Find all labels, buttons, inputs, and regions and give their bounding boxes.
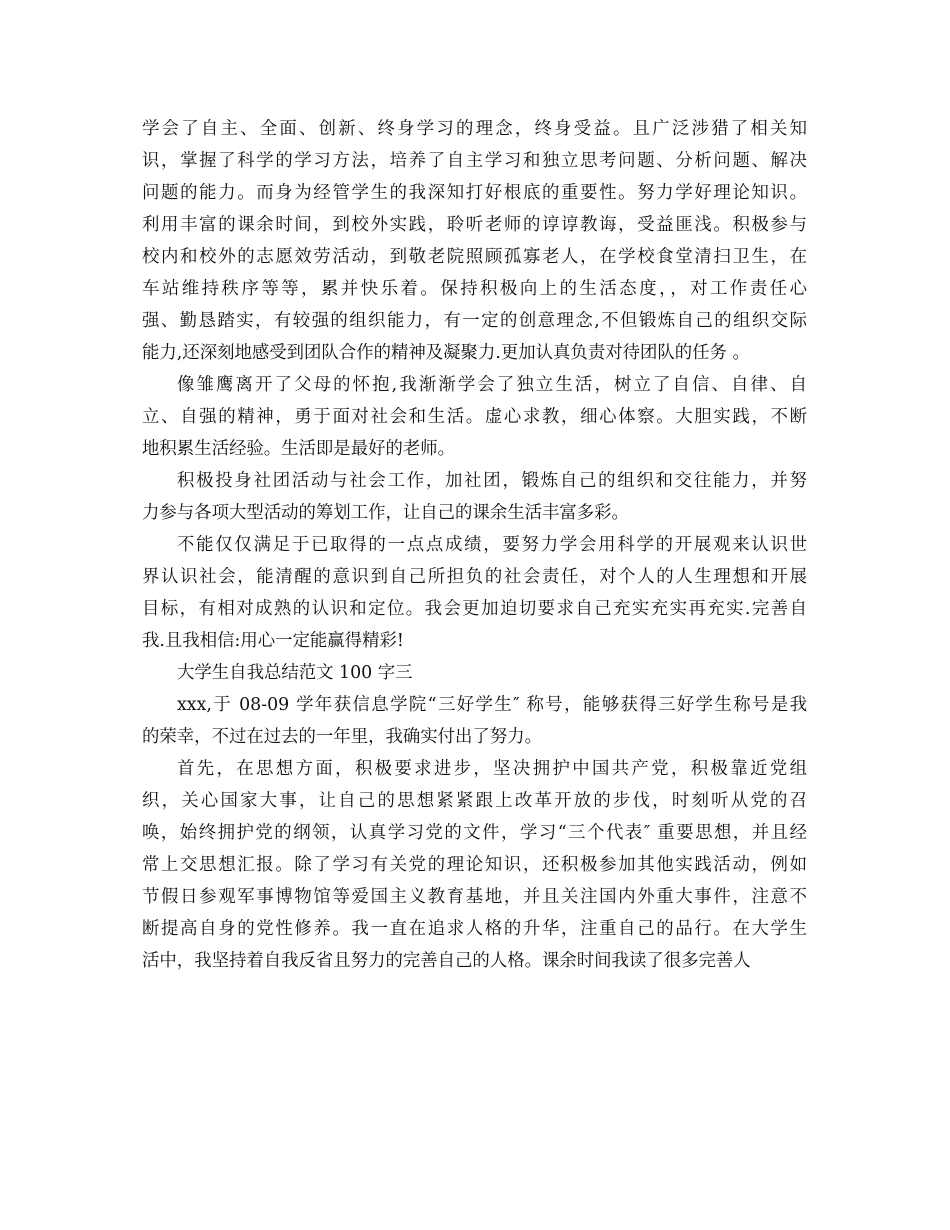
paragraph bbox=[142, 529, 807, 657]
text-line: 学会了自主、全面、创新、终身学习的理念，终身受益。且广泛涉猎了相关知 bbox=[142, 119, 807, 139]
text-line: 目标，有相对成熟的认识和定位。我会更加迫切要求自己充实充实再充实.完善自 bbox=[142, 599, 807, 619]
text-line: 力参与各项大型活动的筹划工作，让自己的课余生活丰富多彩。 bbox=[142, 503, 629, 523]
paragraph bbox=[142, 657, 807, 689]
paragraph bbox=[142, 689, 807, 753]
text-line: 利用丰富的课余时间，到校外实践，聆听老师的谆谆教诲，受益匪浅。积极参与 bbox=[142, 215, 807, 235]
text-line: 大学生自我总结范文 100 字三 bbox=[177, 663, 413, 683]
paragraph bbox=[142, 369, 807, 465]
text-line: xxx,于 08-09 学年获信息学院“三好学生″ 称号，能够获得三好学生称号是我 bbox=[177, 695, 807, 715]
text-line: 不能仅仅满足于已取得的一点点成绩，要努力学会用科学的开展观来认识世 bbox=[177, 535, 807, 555]
text-line: 立、自强的精神，勇于面对社会和生活。虚心求教，细心体察。大胆实践，不断 bbox=[142, 407, 807, 427]
text-line: 地积累生活经验。生活即是最好的老师。 bbox=[142, 439, 456, 459]
text-line: 我.且我相信:用心一定能赢得精彩! bbox=[142, 631, 404, 651]
text-line: 能力,还深刻地感受到团队合作的精神及凝聚力.更加认真负责对待团队的任务 。 bbox=[142, 343, 750, 363]
text-line: 首先，在思想方面，积极要求进步，坚决拥护中国共产党，积极靠近党组 bbox=[177, 759, 807, 779]
text-line: 校内和校外的志愿效劳活动，到敬老院照顾孤寡老人，在学校食堂清扫卫生，在 bbox=[142, 247, 807, 267]
text-line: 界认识社会，能清醒的意识到自己所担负的社会责任，对个人的人生理想和开展 bbox=[142, 567, 807, 587]
text-line: 的荣幸，不过在过去的一年里，我确实付出了努力。 bbox=[142, 727, 542, 747]
paragraph bbox=[142, 753, 807, 977]
text-line: 强、勤恳踏实，有较强的组织能力，有一定的创意理念,不但锻炼自己的组织交际 bbox=[142, 311, 807, 331]
text-line: 织，关心国家大事，让自己的思想紧紧跟上改革开放的步伐，时刻听从党的召 bbox=[142, 791, 807, 811]
text-line: 识，掌握了科学的学习方法，培养了自主学习和独立思考问题、分析问题、解决 bbox=[142, 151, 807, 171]
paragraph bbox=[142, 465, 807, 529]
document-page bbox=[142, 113, 807, 977]
text-line: 唤，始终拥护党的纲领，认真学习党的文件，学习“三个代表″ 重要思想，并且经 bbox=[142, 823, 807, 843]
text-line: 积极投身社团活动与社会工作，加社团，锻炼自己的组织和交往能力，并努 bbox=[177, 471, 807, 491]
text-line: 活中，我坚持着自我反省且努力的完善自己的人格。课余时间我读了很多完善人 bbox=[142, 951, 751, 971]
paragraph bbox=[142, 113, 807, 369]
text-line: 断提高自身的党性修养。我一直在追求人格的升华，注重自己的品行。在大学生 bbox=[142, 919, 807, 939]
text-line: 像雏鹰离开了父母的怀抱,我渐渐学会了独立生活，树立了自信、自律、自 bbox=[177, 375, 807, 395]
text-line: 问题的能力。而身为经管学生的我深知打好根底的重要性。努力学好理论知识。 bbox=[142, 183, 807, 203]
text-line: 车站维持秩序等等，累并快乐着。保持积极向上的生活态度，，对工作责任心 bbox=[142, 279, 807, 299]
text-line: 节假日参观军事博物馆等爱国主义教育基地，并且关注国内外重大事件，注意不 bbox=[142, 887, 807, 907]
text-line: 常上交思想汇报。除了学习有关党的理论知识，还积极参加其他实践活动，例如 bbox=[142, 855, 807, 875]
